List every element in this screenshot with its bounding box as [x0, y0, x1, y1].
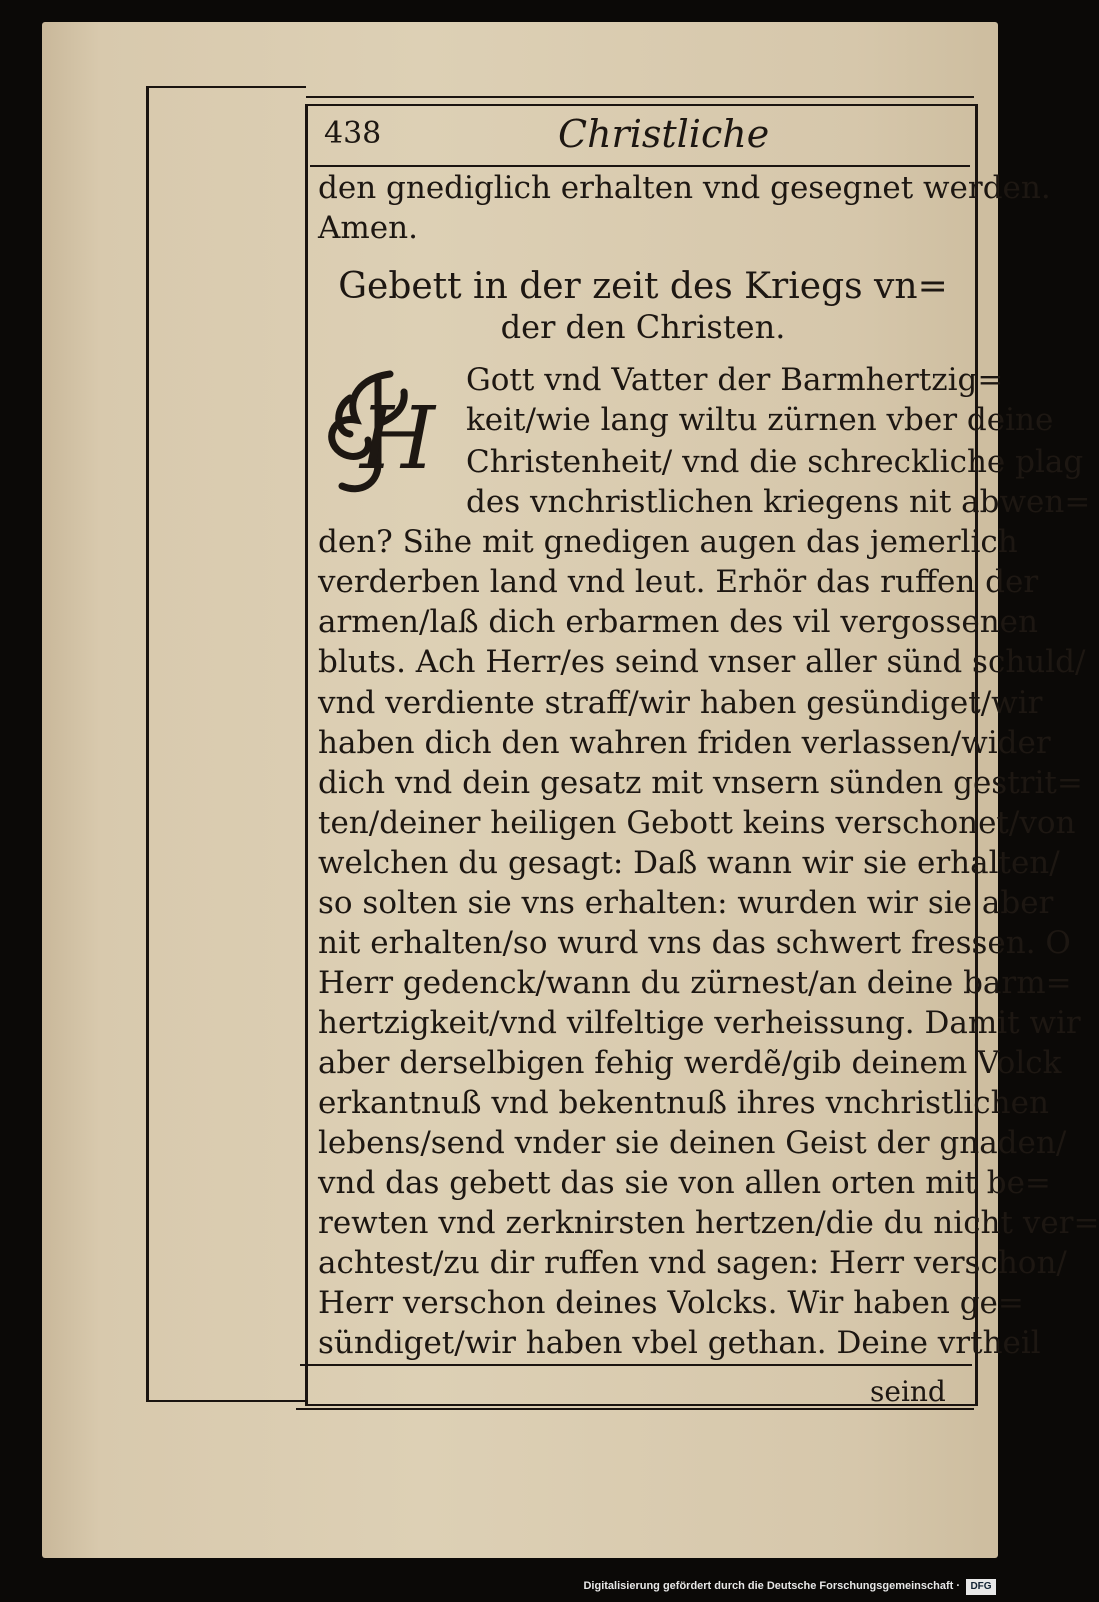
text-line: Herr gedenck/wann du zürnest/an deine barm= [318, 965, 1072, 1001]
text-line: Gott vnd Vatter der Barmhertzig= [466, 362, 1004, 398]
text-line: rewten vnd zerknirsten hertzen/die du nicht ver= [318, 1205, 1099, 1241]
top-margin-rule [146, 86, 306, 88]
drop-cap-initial [320, 368, 435, 498]
text-line: den? Sihe mit gnedigen augen das jemerlich [318, 524, 1018, 560]
text-line: nit erhalten/so wurd vns das schwert fressen. O [318, 925, 1071, 961]
text-line: Herr verschon deines Volcks. Wir haben ge= [318, 1285, 1024, 1321]
left-margin-rule [146, 86, 149, 1402]
text-line: armen/laß dich erbarmen des vil vergossenen [318, 604, 1038, 640]
lower-rule [300, 1364, 972, 1366]
text-line: hertzigkeit/vnd vilfeltige verheissung. Damit wir [318, 1005, 1081, 1041]
text-line: vnd das gebett das sie von allen orten mit be= [318, 1165, 1051, 1201]
page-header [318, 112, 968, 164]
text-line: des vnchristlichen kriegens nit abwen= [466, 484, 1091, 520]
text-line: so solten sie vns erhalten: wurden wir sie aber [318, 885, 1054, 921]
header-rule [310, 165, 970, 167]
drop-cap-letter: H [360, 389, 435, 489]
text-line: erkantnuß vnd bekentnuß ihres vnchristlichen [318, 1085, 1049, 1121]
text-line: achtest/zu dir ruffen vnd sagen: Herr verschon/ [318, 1245, 1067, 1281]
bottom-outer-rule [296, 1408, 974, 1410]
text-line: Christenheit/ vnd die schreckliche plag [466, 444, 1084, 480]
text-line: haben dich den wahren friden verlassen/wider [318, 725, 1051, 761]
text-line: lebens/send vnder sie deinen Geist der gnaden/ [318, 1125, 1067, 1161]
running-title: Christliche [558, 112, 770, 156]
funding-notice: Digitalisierung gefördert durch die Deutsche Forschungsgemeinschaft · [583, 1580, 960, 1592]
bottom-margin-rule [146, 1400, 306, 1402]
footer-bar [0, 1576, 1000, 1602]
top-outer-rule [306, 96, 974, 98]
prayer-heading-line2: der den Christen. [500, 308, 786, 346]
text-line: dich vnd dein gesatz mit vnsern sünden gestrit= [318, 765, 1083, 801]
text-line: vnd verdiente straff/wir haben gesündiget/wir [318, 685, 1043, 721]
text-line: verderben land vnd leut. Erhör das ruffen der [318, 564, 1039, 600]
page-number: 438 [324, 116, 382, 151]
text-line: bluts. Ach Herr/es seind vnser aller sünd schuld/ [318, 644, 1086, 680]
text-line: sündiget/wir haben vbel gethan. Deine vrtheil [318, 1325, 1041, 1361]
text-line: keit/wie lang wiltu zürnen vber deine [466, 402, 1054, 438]
dfg-logo: DFG [966, 1579, 996, 1595]
text-line: ten/deiner heiligen Gebott keins verschonet/von [318, 805, 1076, 841]
text-line: welchen du gesagt: Daß wann wir sie erhalten/ [318, 845, 1060, 881]
catchword: seind [870, 1375, 946, 1408]
text-line: Amen. [318, 210, 418, 246]
text-line: den gnediglich erhalten vnd gesegnet werden. [318, 170, 1051, 206]
prayer-heading-line1: Gebett in der zeit des Kriegs vn= [338, 266, 948, 307]
text-line: aber derselbigen fehig werdẽ/gib deinem Volck [318, 1045, 1062, 1081]
